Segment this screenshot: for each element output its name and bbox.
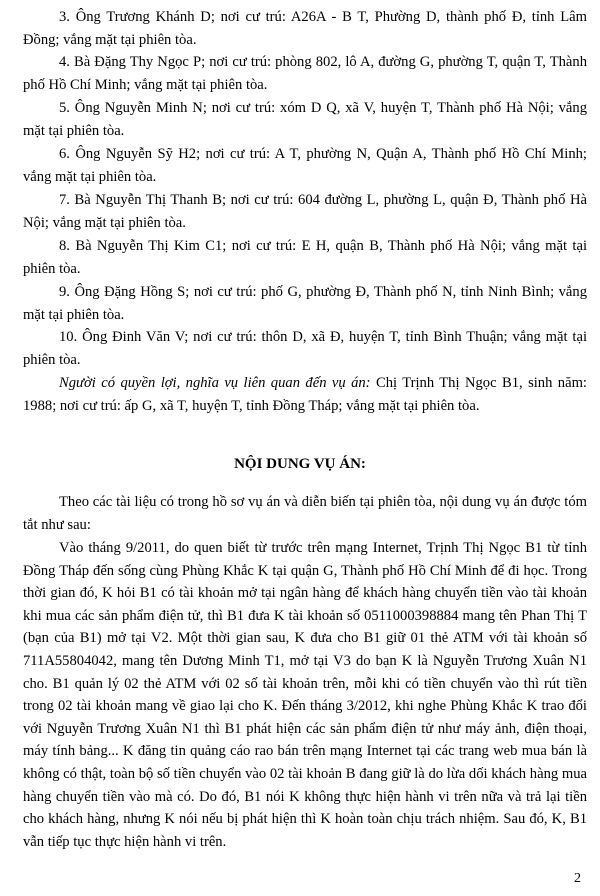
page-number: 2 — [574, 871, 581, 886]
content-intro: Theo các tài liệu có trong hồ sơ vụ án và diễn biến tại phiên tòa, nội dung vụ án được tóm tắt như sau: — [23, 494, 587, 533]
content-body: Vào tháng 9/2011, do quen biết từ trước trên mạng Internet, Trịnh Thị Ngọc B1 từ tỉnh Đồng Tháp đến sống cùng Phùng Khắc K tại quận G, Thành phố Hồ Chí Minh để đi học. Trong thời gian đó, K hỏi B1 có tài khoản mở tại ngân hàng để khách hàng chuyển tiền vào tài khoản khi mua các sản phẩm điện tử, thì B1 đưa K tài khoản số 0511000398884 mang tên Phan Thị T (bạn của B1) mở tại V2. Một thời gian sau, K đưa cho B1 giữ 01 thẻ ATM với tài khoản số 711A55804042, mang tên Dương Minh T1, mở tại V3 do bạn K là Nguyễn Trương Xuân N1 cho. B1 quản lý 02 thẻ ATM với 02 số tài khoản trên, mỗi khi có tiền chuyển vào thì rút tiền trong 02 tài khoản mang về giao lại cho K. Đến tháng 3/2012, khi nghe Phùng Khắc K trao đổi với Nguyễn Trương Xuân N1 thì B1 phát hiện các sản phẩm điện tử như máy ảnh, điện thoại, máy tính bảng... K đăng tin quảng cáo rao bán trên mạng Internet tại các trang web mua bán là không có thật, toàn bộ số tiền chuyển vào 02 tài khoản B đang giữ là do lừa dối khách hàng mua hàng chuyển tiền vào mà có. Do đó, B1 nói K không thực hiện hành vi trên nữa và trả lại tiền cho khách hàng, nhưng K nói nếu bị phát hiện thì K hoàn toàn chịu trách nhiệm. Sau đó, K, B1 vẫn tiếp tục thực hiện hành vi trên. — [23, 540, 587, 850]
respondent-3: 3. Ông Trương Khánh D; nơi cư trú: A26A - B T, Phường D, thành phố Đ, tỉnh Lâm Đồng; vắng mặt tại phiên tòa. — [23, 9, 587, 48]
respondent-4: 4. Bà Đặng Thy Ngọc P; nơi cư trú: phòng 802, lô A, đường G, phường T, quận T, Thành phố Hồ Chí Minh; vắng mặt tại phiên tòa. — [23, 54, 587, 93]
section-heading: NỘI DUNG VỤ ÁN: — [234, 456, 366, 472]
respondent-6: 6. Ông Nguyễn Sỹ H2; nơi cư trú: A T, phường N, Quận A, Thành phố Hồ Chí Minh; vắng mặt tại phiên tòa. — [23, 146, 587, 185]
respondent-9: 9. Ông Đặng Hồng S; nơi cư trú: phố G, phường Đ, Thành phố N, tỉnh Ninh Bình; vắng mặt tại phiên tòa. — [23, 284, 587, 323]
respondent-5: 5. Ông Nguyễn Minh N; nơi cư trú: xóm D Q, xã V, huyện T, Thành phố Hà Nội; vắng mặt tại phiên tòa. — [23, 100, 587, 139]
related-party-label: Người có quyền lợi, nghĩa vụ liên quan đến vụ án: — [59, 375, 371, 391]
respondent-8: 8. Bà Nguyễn Thị Kim C1; nơi cư trú: E H, quận B, Thành phố Hà Nội; vắng mặt tại phiên tòa. — [23, 238, 587, 277]
respondent-7: 7. Bà Nguyễn Thị Thanh B; nơi cư trú: 604 đường L, phường L, quận Đ, Thành phố Hà Nội; vắng mặt tại phiên tòa. — [23, 192, 587, 231]
related-party-paragraph — [23, 372, 587, 417]
respondent-10: 10. Ông Đinh Văn V; nơi cư trú: thôn D, xã Đ, huyện T, tỉnh Bình Thuận; vắng mặt tại phiên tòa. — [23, 329, 587, 368]
related-party-text: Chị Trịnh Thị Ngọc B1, sinh năm: 1988; nơi cư trú: ấp G, xã T, huyện T, tỉnh Đồng Tháp; vắng mặt tại phiên tòa. — [23, 375, 587, 414]
